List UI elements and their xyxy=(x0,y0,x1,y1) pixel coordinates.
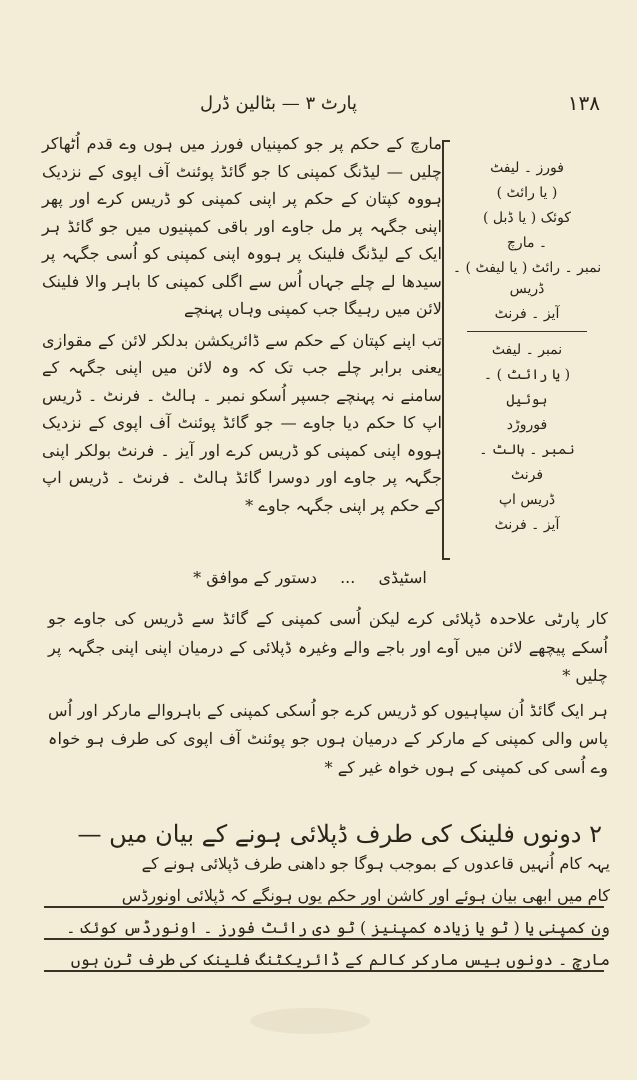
section-line-3: ون کمپنی یا ( ٹو یا زیادہ کمپنیز ) ٹو دی رائٹ فورز ۔ اونورڈس کوئک ۔ xyxy=(66,918,610,937)
section-line-1: یہہ کام اُنہیں قاعدوں کے بموجب ہوگا جو داھنی طرف ڈپلائی ہونے کے xyxy=(141,854,610,873)
sidebar-item: کوئک ( یا ڈبل ) xyxy=(483,210,571,226)
sidebar-item: آیز ۔ فرنٹ xyxy=(494,306,560,322)
ruled-line xyxy=(44,970,604,972)
sidebar-divider xyxy=(467,331,587,332)
section-text-block xyxy=(44,848,610,976)
paper-stain xyxy=(250,1008,370,1034)
sidebar-item: آیز ۔ فرنٹ xyxy=(494,517,560,533)
sidebar-item: نمبر ۔ رائٹ ( یا لیفٹ ) ۔ ڈریس xyxy=(452,260,602,297)
body-paragraph-2: ہر ایک گائڈ اُن سپاہیوں کو ڈریس کرے جو اُسکی کمپنی کے باہروالے مارکر اور اُس پاس والی کمپنی کے مارکر کے درمیان ہوں جو پوئنٹ آف اپوی کی طرف ہو خواہ وے اُسی کی کمپنی کے ہوں خواہ غیر کے * xyxy=(48,700,608,777)
sidebar-item: فوروڑد xyxy=(506,417,548,433)
sidebar-commands xyxy=(452,158,602,540)
sidebar-item: ( یا رائٹ ) xyxy=(496,185,558,201)
dots: ... xyxy=(340,568,356,587)
sidebar-item: نمبر ۔ ہالٹ ۔ xyxy=(479,442,575,458)
main-text-block xyxy=(42,130,442,519)
body-paragraph-1: کار پارٹی علاحدہ ڈپلائی کرے لیکن اُسی کمپنی کے گائڈ سے ڈریس کی جاوے جو اُسکے پیچھے لائن میں آوے اور باجے والے وغیرہ ڈپلائی کے درمیان اپنی اپنی جگہہ پر چلیں * xyxy=(48,609,608,685)
margin-bracket-top xyxy=(442,140,450,142)
sidebar-item: نمبر ۔ لیفٹ xyxy=(491,342,563,358)
body-text-block xyxy=(48,605,608,788)
page-number: ۱۳۸ xyxy=(567,91,600,115)
margin-bracket xyxy=(442,140,444,560)
page-title: پارٹ ۳ — بٹالین ڈرل xyxy=(200,92,358,114)
section-line-2: کام میں ابھی بیان ہوئے اور کاشن اور حکم یوں ہونگے کہ ڈپلائی اونورڈس xyxy=(121,886,610,905)
steady-command-note: دستور کے موافق * xyxy=(193,568,317,587)
section-heading: ۲ دونوں فلینک کی طرف ڈپلائی ہونے کے بیان میں — xyxy=(77,820,602,848)
sidebar-item: ۔ مارچ xyxy=(506,235,548,251)
page-header xyxy=(200,88,600,118)
steady-command-line xyxy=(90,568,530,587)
sidebar-item: ( یا رائٹ ) ۔ xyxy=(483,367,571,383)
margin-bracket-bottom xyxy=(442,558,450,560)
main-paragraph-1: مارچ کے حکم پر جو کمپنیاں فورز میں ہوں وے قدم اُٹھاکر چلیں — لیڈنگ کمپنی کا جو گائڈ پوئنٹ آف اپوی کے نزدیک ہووہ کپتان کے حکم پر اپنی کمپنی کو ڈریس کرے اور پھر اپنی جگہہ پر مل جاوے اور باقی کمپنیوں میں جو گائڈ ہر ایک کے لیڈنگ فلینک پر ہووہ اپنی کمپنی کو اُسی جگہہ پر سیدھا لے چلے جہاں اُس سے اگلی کمپنی کا باہر والا فلینک لائن میں رہیگا جب کمپنی وہاں پہنچے xyxy=(42,134,442,318)
sidebar-item: فورز ۔ لیفٹ xyxy=(490,160,564,176)
sidebar-item: ڈریس اپ xyxy=(498,492,556,508)
ruled-line xyxy=(44,906,604,908)
steady-command: اسٹیڈی xyxy=(378,568,427,587)
sidebar-item: فرنٹ xyxy=(510,467,544,483)
sidebar-item: ہوئیل xyxy=(506,392,548,408)
section-line-4: مارچ ۔ دونوں بیس مارکر کالم کے ڈائریکٹنگ فلینک کی طرف ٹرن ہوں xyxy=(70,950,610,969)
main-paragraph-2: تب اپنے کپتان کے حکم سے ڈائریکشن بدلکر لائن کے مقوازی یعنی برابر چلے جب تک کہ وہ لائن میں اپنی جگہہ کے سامنے نہ پہنچے جسپر اُسکو نمبر ۔ ہالٹ ۔ فرنٹ ۔ ڈریس اپ کا حکم دیا جاوے — جو گائڈ پوئنٹ آف اپوی کے نزدیک ہووہ اپنی کمپنی کو ڈریس کرے اور آیز ۔ فرنٹ بولکر اپنی جگہہ پر جاوے اور دوسرا گائڈ ہالٹ ۔ فرنٹ ۔ ڈریس اپ کے حکم پر اپنی جگہہ جاوے * xyxy=(42,330,442,515)
ruled-line xyxy=(44,938,604,940)
